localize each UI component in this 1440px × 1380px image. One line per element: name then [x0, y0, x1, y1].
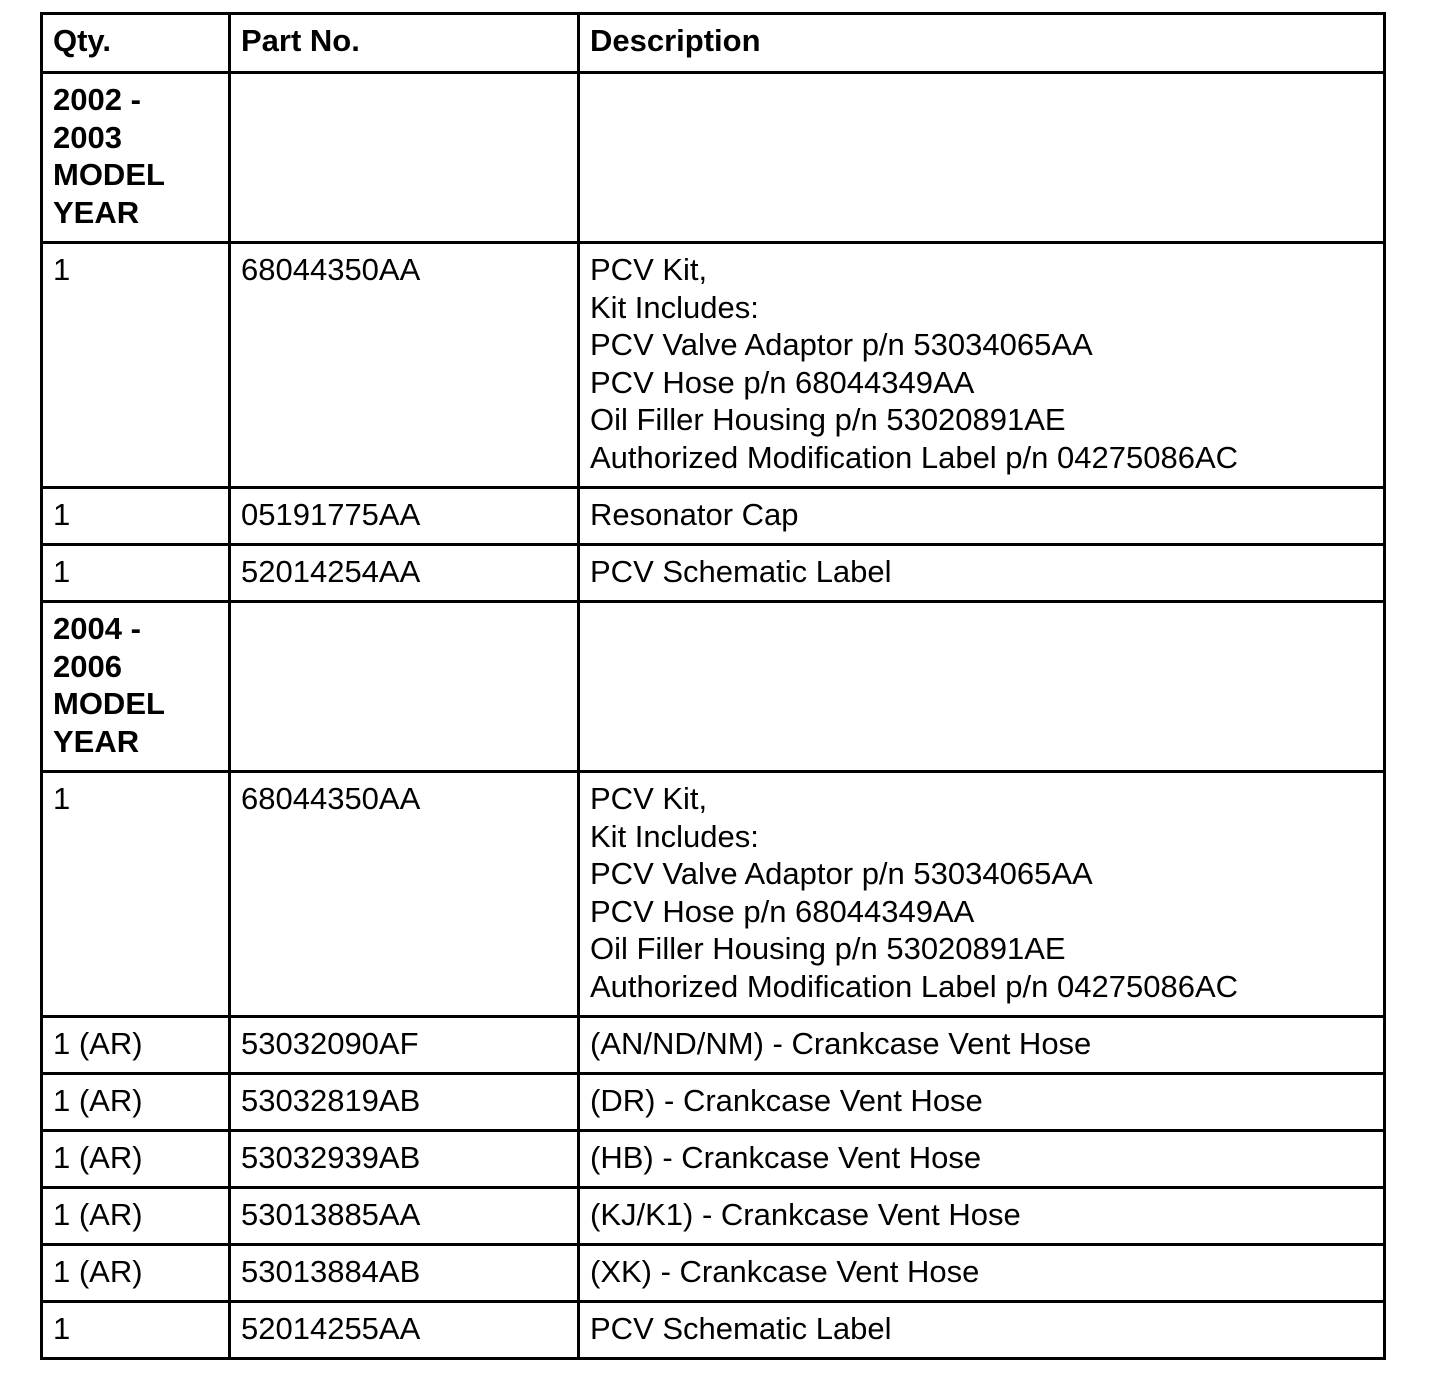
description-header: Description — [579, 14, 1385, 73]
description-line: PCV Kit, — [590, 781, 708, 816]
description-line: PCV Schematic Label — [590, 554, 892, 589]
table-header-row — [42, 14, 1385, 73]
part-no-cell: 53032939AB — [230, 1131, 579, 1188]
description-line: PCV Valve Adaptor p/n 53034065AA — [590, 856, 1093, 891]
table-row — [42, 1131, 1385, 1188]
description-cell — [579, 1245, 1385, 1302]
table-row — [42, 1074, 1385, 1131]
qty-cell: 1 — [42, 243, 230, 488]
part-no-cell: 52014254AA — [230, 545, 579, 602]
table-row — [42, 1188, 1385, 1245]
description-line: (AN/ND/NM) - Crankcase Vent Hose — [590, 1026, 1092, 1061]
part-no-header: Part No. — [230, 14, 579, 73]
qty-cell: 1 — [42, 772, 230, 1017]
description-cell — [579, 1302, 1385, 1359]
table-row — [42, 545, 1385, 602]
description-cell — [579, 488, 1385, 545]
description-line: Kit Includes: — [590, 818, 759, 854]
part-no-cell: 53032090AF — [230, 1017, 579, 1074]
model-year-label: 2002 - — [53, 82, 141, 117]
table-row — [42, 1302, 1385, 1359]
part-no-cell — [230, 73, 579, 243]
model-year-label: 2006 — [53, 648, 122, 684]
part-no-cell: 68044350AA — [230, 772, 579, 1017]
table-row — [42, 488, 1385, 545]
model-year-label: 2004 - — [53, 611, 141, 646]
description-cell — [579, 1131, 1385, 1188]
part-no-cell: 52014255AA — [230, 1302, 579, 1359]
description-cell — [579, 545, 1385, 602]
qty-cell: 1 (AR) — [42, 1131, 230, 1188]
qty-cell: 1 (AR) — [42, 1245, 230, 1302]
description-line: Authorized Modification Label p/n 04275086AC — [590, 968, 1239, 1004]
table-row — [42, 772, 1385, 1017]
qty-cell: 1 — [42, 545, 230, 602]
part-no-cell: 53032819AB — [230, 1074, 579, 1131]
qty-cell: 1 (AR) — [42, 1188, 230, 1245]
description-cell — [579, 1017, 1385, 1074]
description-line: PCV Valve Adaptor p/n 53034065AA — [590, 327, 1093, 362]
description-line: PCV Kit, — [590, 252, 708, 287]
model-year-label: YEAR — [53, 194, 140, 230]
description-cell — [579, 1074, 1385, 1131]
part-no-cell — [230, 602, 579, 772]
description-line: Resonator Cap — [590, 497, 799, 532]
description-line: (DR) - Crankcase Vent Hose — [590, 1083, 983, 1118]
qty-header: Qty. — [42, 14, 230, 73]
description-cell — [579, 73, 1385, 243]
description-line: Kit Includes: — [590, 289, 759, 325]
model-year-label: MODEL — [53, 686, 165, 721]
model-year-label: MODEL — [53, 157, 165, 192]
description-cell — [579, 243, 1385, 488]
model-year-cell — [42, 602, 230, 772]
description-line: Authorized Modification Label p/n 04275086AC — [590, 439, 1239, 475]
qty-cell: 1 (AR) — [42, 1074, 230, 1131]
model-year-row — [42, 602, 1385, 772]
parts-table — [40, 12, 1386, 1360]
model-year-label: YEAR — [53, 723, 140, 759]
part-no-cell: 68044350AA — [230, 243, 579, 488]
description-line: (HB) - Crankcase Vent Hose — [590, 1140, 982, 1175]
table-row — [42, 1245, 1385, 1302]
model-year-label: 2003 — [53, 119, 122, 155]
qty-cell: 1 — [42, 1302, 230, 1359]
qty-cell: 1 — [42, 488, 230, 545]
model-year-row — [42, 73, 1385, 243]
table-row — [42, 1017, 1385, 1074]
description-cell — [579, 602, 1385, 772]
description-line: PCV Schematic Label — [590, 1311, 892, 1346]
model-year-cell — [42, 73, 230, 243]
description-line: (XK) - Crankcase Vent Hose — [590, 1254, 980, 1289]
description-line: Oil Filler Housing p/n 53020891AE — [590, 931, 1066, 966]
description-line: PCV Hose p/n 68044349AA — [590, 364, 975, 400]
part-no-cell: 53013885AA — [230, 1188, 579, 1245]
description-cell — [579, 1188, 1385, 1245]
description-line: PCV Hose p/n 68044349AA — [590, 893, 975, 929]
table-body — [42, 73, 1385, 1359]
part-no-cell: 05191775AA — [230, 488, 579, 545]
description-line: (KJ/K1) - Crankcase Vent Hose — [590, 1197, 1021, 1232]
qty-cell: 1 (AR) — [42, 1017, 230, 1074]
part-no-cell: 53013884AB — [230, 1245, 579, 1302]
description-line: Oil Filler Housing p/n 53020891AE — [590, 402, 1066, 437]
description-cell — [579, 772, 1385, 1017]
table-row — [42, 243, 1385, 488]
